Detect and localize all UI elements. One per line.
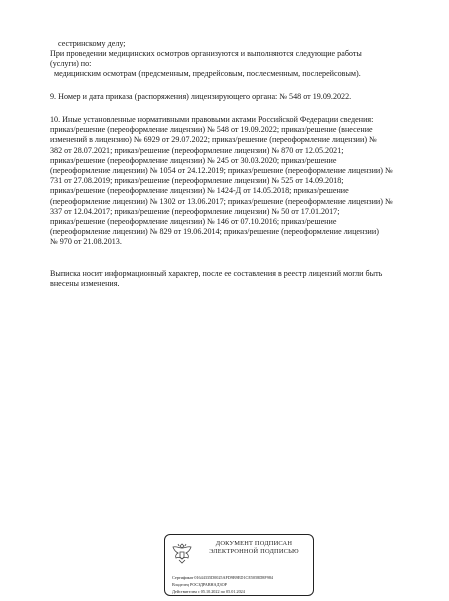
stamp-owner: Владелец РОСЗДРАВНАДЗОР — [172, 582, 227, 587]
stamp-certificate: Сертификат 01644335D0025AFD9B9ED1CE5058D8F984 — [172, 575, 274, 580]
stamp-validity: Действителен с 05.10.2022 по 05.01.2024 — [172, 589, 245, 594]
stamp-title-line-1: ДОКУМЕНТ ПОДПИСАН — [215, 540, 293, 547]
item-9-order-number: 9. Номер и дата приказа (распоряжения) лицензирующего органа: № 548 от 19.09.2022. — [50, 92, 352, 101]
item-10-line: 382 от 28.07.2021; приказ/решение (переоформление лицензии) № 870 от 12.05.2021; — [50, 145, 344, 155]
item-10-line: 10. Иные установленные нормативными правовыми актами Российской Федерации сведения: — [50, 115, 374, 124]
item-10-line: приказ/решение (переоформление лицензии) № 1424-Д от 14.05.2018; приказ/решение — [50, 186, 349, 196]
item-10-line: (переоформление лицензии) № 829 от 19.06.2014; приказ/решение (переоформление лицензии) — [50, 227, 379, 237]
stamp-title-line-2: ЭЛЕКТРОННОЙ ПОДПИСЬЮ — [209, 547, 299, 555]
item-10-line: 731 от 27.08.2019; приказ/решение (переоформление лицензии) № 525 от 14.09.2018; — [50, 176, 344, 186]
item-10-other-info — [50, 115, 420, 248]
stamp-title — [195, 540, 313, 555]
electronic-signature-stamp — [164, 534, 314, 596]
item-10-line: приказ/решение (переоформление лицензии) № 146 от 07.10.2016; приказ/решение — [50, 217, 337, 227]
item-10-line: приказ/решение (переоформление лицензии) № 245 от 30.03.2020; приказ/решение — [50, 155, 337, 165]
top-line-4: медицинским осмотрам (предсменным, предрейсовым, послесменным, послерейсовым). — [54, 69, 361, 78]
item-10-line: приказ/решение (переоформление лицензии) № 548 от 19.09.2022; приказ/решение (внесение — [50, 125, 373, 135]
notice-line-2: внесены изменения. — [50, 279, 120, 288]
item-10-line: (переоформление лицензии) № 1054 от 24.12.2019; приказ/решение (переоформление лицензии) № — [50, 166, 393, 176]
russian-coat-of-arms-icon — [171, 541, 193, 567]
item-10-line: (переоформление лицензии) № 1302 от 13.06.2017; приказ/решение (переоформление лицензии) № — [50, 196, 393, 206]
top-line-2: При проведении медицинских осмотров организуются и выполняются следующие работы — [50, 49, 362, 58]
item-10-line: № 970 от 21.08.2013. — [50, 237, 122, 247]
top-line-1: сестринскому делу; — [58, 39, 126, 48]
item-10-line: изменений в лицензию) № 6929 от 29.07.2022; приказ/решение (переоформление лицензии) № — [50, 135, 377, 145]
item-10-line: 337 от 12.04.2017; приказ/решение (переоформление лицензии) № 50 от 17.01.2017; — [50, 206, 340, 216]
notice-line-1: Выписка носит информационный характер, после ее составления в реестр лицензий могли быть — [50, 269, 383, 278]
top-line-3: (услуги) по: — [50, 59, 92, 68]
